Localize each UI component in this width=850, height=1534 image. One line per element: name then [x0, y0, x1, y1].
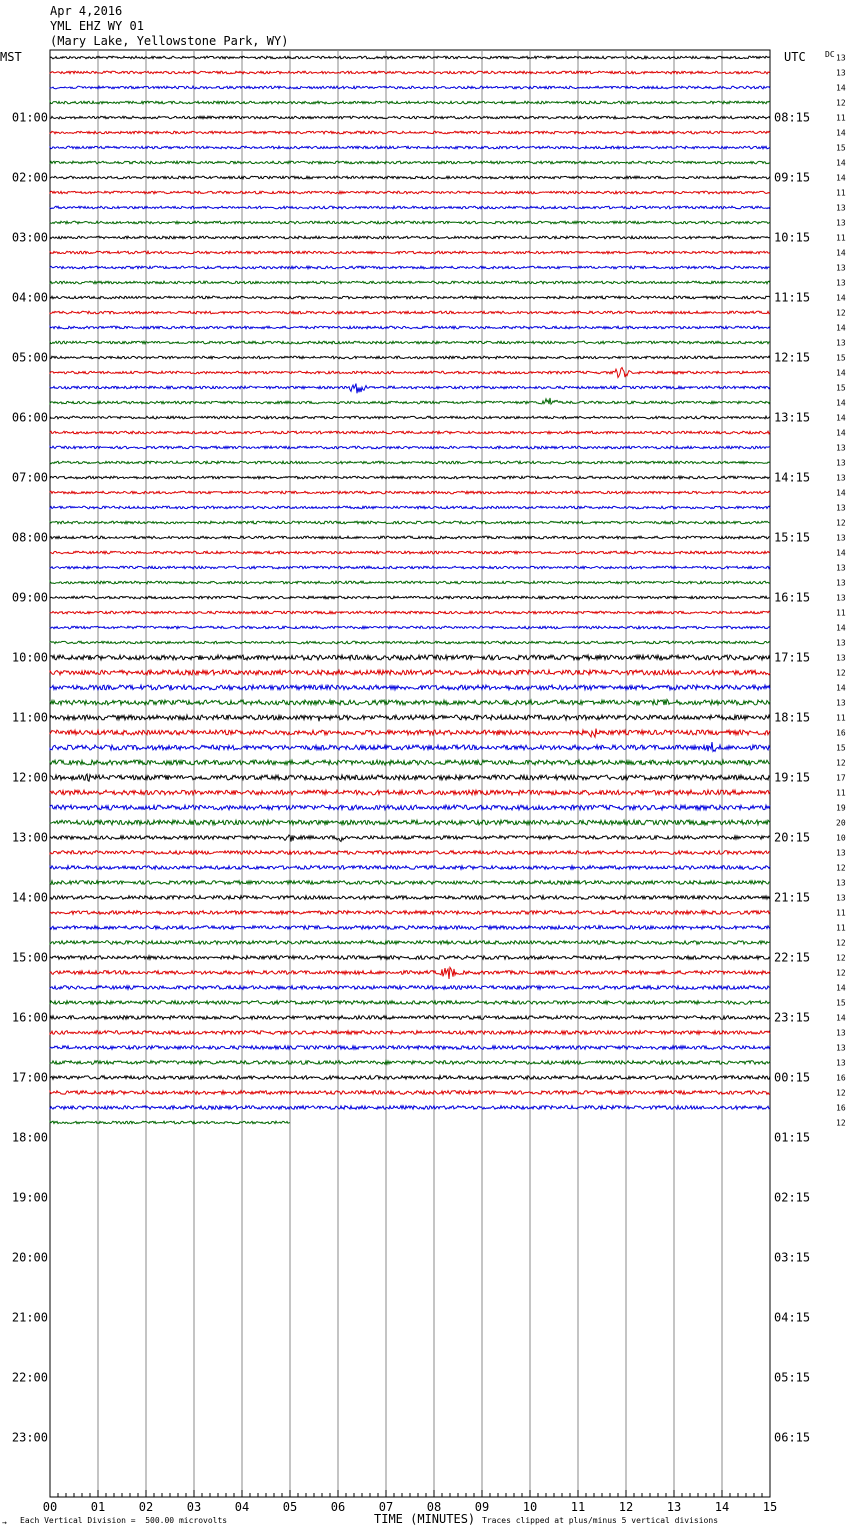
dc-offset-value: 13 [836, 458, 846, 468]
seismic-trace [50, 221, 770, 224]
dc-offset-header: DC [825, 50, 835, 59]
dc-offset-value: 14 [836, 83, 846, 93]
left-hour-label: 12:00 [11, 770, 48, 785]
seismic-trace [50, 1106, 770, 1110]
right-hour-label: 09:15 [774, 170, 811, 185]
right-hour-label: 12:15 [774, 350, 811, 365]
dc-offset-value: 13 [836, 698, 846, 708]
scale-note: Each Vertical Division = 500.00 microvolts [20, 1516, 228, 1525]
dc-offset-value: 14 [836, 158, 846, 168]
seismic-trace [50, 431, 770, 434]
left-hour-label: 03:00 [11, 230, 48, 245]
dc-offset-value: 13 [836, 53, 846, 63]
seismic-trace [50, 866, 770, 870]
x-tick-label: 05 [282, 1500, 298, 1514]
dc-offset-value: 13 [836, 653, 846, 663]
right-hour-label: 21:15 [774, 890, 811, 905]
seismic-trace [50, 191, 770, 194]
seismic-trace [50, 281, 770, 284]
seismic-trace [50, 1001, 770, 1005]
dc-offset-value: 12 [836, 668, 846, 678]
seismic-trace [50, 896, 770, 900]
seismic-trace [50, 956, 770, 960]
seismic-trace [50, 368, 770, 378]
x-tick-label: 13 [666, 1500, 682, 1514]
seismic-trace [50, 596, 770, 599]
seismic-trace [50, 146, 770, 149]
dc-offset-value: 12 [836, 863, 846, 873]
header-station: YML EHZ WY 01 [50, 19, 144, 33]
right-timezone-label: UTC [784, 50, 806, 64]
seismic-trace [50, 384, 770, 394]
dc-offset-value: 13 [836, 503, 846, 513]
right-hour-label: 02:15 [774, 1190, 811, 1205]
x-tick-label: 14 [714, 1500, 730, 1514]
seismic-trace [50, 71, 770, 74]
left-hour-label: 20:00 [11, 1250, 48, 1265]
seismic-trace [50, 967, 770, 979]
x-tick-label: 00 [42, 1500, 58, 1514]
left-hour-label: 16:00 [11, 1010, 48, 1025]
left-hour-label: 02:00 [11, 170, 48, 185]
seismic-trace [50, 551, 770, 554]
seismic-trace [50, 1121, 290, 1124]
right-hour-label: 10:15 [774, 230, 811, 245]
x-tick-label: 02 [138, 1500, 154, 1514]
dc-offset-value: 13 [836, 893, 846, 903]
seismic-trace [50, 56, 770, 59]
dc-offset-value: 13 [836, 473, 846, 483]
x-tick-label: 07 [378, 1500, 394, 1514]
dc-offset-value: 20 [836, 818, 846, 828]
seismic-trace [50, 116, 770, 119]
left-hour-label: 17:00 [11, 1070, 48, 1085]
right-hour-label: 15:15 [774, 530, 811, 545]
right-hour-label: 08:15 [774, 110, 811, 125]
seismic-trace [50, 581, 770, 584]
dc-offset-value: 11 [836, 908, 846, 918]
dc-offset-value: 12 [836, 1118, 846, 1128]
header-location: (Mary Lake, Yellowstone Park, WY) [50, 34, 289, 48]
right-hour-label: 23:15 [774, 1010, 811, 1025]
dc-offset-value: 13 [836, 218, 846, 228]
dc-offset-value: 14 [836, 398, 846, 408]
seismic-trace [50, 1031, 770, 1035]
dc-offset-value: 14 [836, 488, 846, 498]
dc-offset-value: 14 [836, 548, 846, 558]
dc-offset-value: 14 [836, 128, 846, 138]
seismic-trace [50, 760, 770, 765]
dc-offset-value: 13 [836, 338, 846, 348]
left-timezone-label: MST [0, 50, 22, 64]
dc-offset-value: 14 [836, 323, 846, 333]
right-hour-label: 00:15 [774, 1070, 811, 1085]
left-hour-label: 07:00 [11, 470, 48, 485]
x-axis-title: TIME (MINUTES) [374, 1512, 476, 1526]
seismic-trace [50, 266, 770, 269]
seismic-trace [50, 926, 770, 930]
right-hour-label: 16:15 [774, 590, 811, 605]
left-hour-label: 21:00 [11, 1310, 48, 1325]
seismic-trace [50, 491, 770, 494]
dc-offset-value: 16 [836, 728, 846, 738]
left-hour-label: 10:00 [11, 650, 48, 665]
dc-offset-value: 15 [836, 743, 846, 753]
seismic-trace [50, 1016, 770, 1020]
clip-note: Traces clipped at plus/minus 5 vertical divisions [482, 1516, 719, 1525]
left-hour-label: 06:00 [11, 410, 48, 425]
left-hour-label: 01:00 [11, 110, 48, 125]
seismic-trace [50, 86, 770, 89]
left-hour-label: 05:00 [11, 350, 48, 365]
dc-offset-value: 12 [836, 98, 846, 108]
dc-offset-value: 14 [836, 248, 846, 258]
dc-offset-value: 13 [836, 533, 846, 543]
seismic-trace [50, 941, 770, 945]
dc-offset-value: 11 [836, 923, 846, 933]
dc-offset-value: 14 [836, 293, 846, 303]
seismic-trace [50, 236, 770, 239]
left-hour-label: 04:00 [11, 290, 48, 305]
seismic-trace [50, 641, 770, 644]
seismic-trace [50, 506, 770, 509]
dc-offset-value: 13 [836, 263, 846, 273]
x-tick-label: 06 [330, 1500, 346, 1514]
left-hour-label: 14:00 [11, 890, 48, 905]
dc-offset-value: 15 [836, 998, 846, 1008]
right-hour-label: 03:15 [774, 1250, 811, 1265]
left-hour-label: 19:00 [11, 1190, 48, 1205]
dc-offset-value: 14 [836, 683, 846, 693]
dc-offset-value: 13 [836, 878, 846, 888]
x-tick-label: 11 [570, 1500, 586, 1514]
seismic-trace [50, 1046, 770, 1050]
dc-offset-value: 11 [836, 113, 846, 123]
seismic-trace [50, 729, 770, 738]
right-hour-label: 17:15 [774, 650, 811, 665]
seismic-trace [50, 356, 770, 359]
seismic-trace [50, 461, 770, 464]
seismic-trace [50, 131, 770, 134]
seismic-trace [50, 699, 770, 705]
seismic-trace [50, 566, 770, 569]
dc-offset-value: 14 [836, 173, 846, 183]
dc-offset-value: 13 [836, 638, 846, 648]
seismic-trace [50, 742, 770, 751]
x-tick-label: 12 [618, 1500, 634, 1514]
dc-offset-value: 13 [836, 848, 846, 858]
x-tick-label: 10 [522, 1500, 538, 1514]
seismic-trace [50, 715, 770, 721]
dc-offset-value: 10 [836, 833, 846, 843]
header-date: Apr 4,2016 [50, 4, 123, 18]
left-hour-label: 15:00 [11, 950, 48, 965]
left-hour-label: 13:00 [11, 830, 48, 845]
seismic-trace [50, 398, 770, 404]
dc-offset-value: 11 [836, 788, 846, 798]
x-tick-label: 15 [762, 1500, 778, 1514]
seismic-trace [50, 611, 770, 614]
seismic-trace [50, 476, 770, 479]
seismic-trace [50, 326, 770, 329]
dc-offset-value: 12 [836, 308, 846, 318]
x-tick-label: 08 [426, 1500, 442, 1514]
seismic-trace [50, 536, 770, 539]
seismic-trace [50, 820, 770, 825]
dc-offset-value: 19 [836, 803, 846, 813]
dc-offset-value: 11 [836, 608, 846, 618]
right-hour-label: 20:15 [774, 830, 811, 845]
right-hour-label: 06:15 [774, 1430, 811, 1445]
seismic-trace [50, 685, 770, 690]
right-hour-label: 18:15 [774, 710, 811, 725]
left-hour-label: 18:00 [11, 1130, 48, 1145]
dc-offset-value: 13 [836, 1043, 846, 1053]
left-hour-label: 08:00 [11, 530, 48, 545]
seismic-trace [50, 1076, 770, 1080]
dc-offset-value: 13 [836, 578, 846, 588]
dc-offset-value: 12 [836, 953, 846, 963]
dc-offset-value: 17 [836, 773, 846, 783]
seismic-trace [50, 881, 770, 885]
seismic-trace [50, 521, 770, 524]
right-hour-label: 22:15 [774, 950, 811, 965]
seismic-trace [50, 835, 770, 842]
dc-offset-value: 12 [836, 938, 846, 948]
x-tick-label: 04 [234, 1500, 250, 1514]
left-hour-label: 23:00 [11, 1430, 48, 1445]
dc-offset-value: 15 [836, 383, 846, 393]
dc-offset-value: 14 [836, 413, 846, 423]
dc-offset-value: 13 [836, 203, 846, 213]
dc-offset-value: 12 [836, 758, 846, 768]
seismic-trace [50, 805, 770, 810]
dc-offset-value: 13 [836, 1028, 846, 1038]
dc-offset-value: 13 [836, 593, 846, 603]
dc-offset-value: 13 [836, 563, 846, 573]
seismic-trace [50, 206, 770, 209]
dc-offset-value: 12 [836, 518, 846, 528]
dc-offset-value: 15 [836, 353, 846, 363]
seismic-trace [50, 251, 770, 254]
right-hour-label: 01:15 [774, 1130, 811, 1145]
left-hour-label: 11:00 [11, 710, 48, 725]
dc-offset-value: 14 [836, 368, 846, 378]
right-hour-label: 11:15 [774, 290, 811, 305]
dc-offset-value: 14 [836, 1013, 846, 1023]
dc-offset-value: 13 [836, 1058, 846, 1068]
seismic-trace [50, 626, 770, 629]
seismic-trace [50, 311, 770, 314]
dc-offset-value: 11 [836, 713, 846, 723]
right-hour-label: 04:15 [774, 1310, 811, 1325]
dc-offset-value: 11 [836, 188, 846, 198]
dc-offset-value: 14 [836, 623, 846, 633]
seismic-trace [50, 161, 770, 164]
seismic-trace [50, 670, 770, 675]
seismic-trace [50, 1061, 770, 1065]
x-tick-label: 09 [474, 1500, 490, 1514]
seismic-trace [50, 176, 770, 179]
seismic-trace [50, 341, 770, 344]
seismic-trace [50, 986, 770, 990]
seismic-trace [50, 416, 770, 419]
right-hour-label: 05:15 [774, 1370, 811, 1385]
x-tick-label: 01 [90, 1500, 106, 1514]
seismic-trace [50, 911, 770, 915]
dc-offset-value: 15 [836, 143, 846, 153]
x-tick-label: 03 [186, 1500, 202, 1514]
seismic-trace [50, 851, 770, 855]
dc-offset-value: 16 [836, 1073, 846, 1083]
seismic-trace [50, 790, 770, 795]
right-hour-label: 13:15 [774, 410, 811, 425]
dc-offset-value: 13 [836, 68, 846, 78]
seismic-trace [50, 296, 770, 299]
dc-offset-value: 12 [836, 1088, 846, 1098]
dc-offset-value: 12 [836, 968, 846, 978]
dc-offset-value: 13 [836, 443, 846, 453]
seismic-trace [50, 101, 770, 104]
dc-offset-value: 13 [836, 278, 846, 288]
right-hour-label: 14:15 [774, 470, 811, 485]
seismic-trace [50, 1091, 770, 1095]
right-hour-label: 19:15 [774, 770, 811, 785]
dc-offset-value: 14 [836, 983, 846, 993]
seismic-trace [50, 774, 770, 781]
scale-mark: → [2, 1518, 7, 1527]
left-hour-label: 22:00 [11, 1370, 48, 1385]
dc-offset-value: 14 [836, 428, 846, 438]
dc-offset-value: 11 [836, 233, 846, 243]
left-hour-label: 09:00 [11, 590, 48, 605]
seismic-trace [50, 446, 770, 449]
seismic-trace [50, 655, 770, 660]
dc-offset-value: 16 [836, 1103, 846, 1113]
